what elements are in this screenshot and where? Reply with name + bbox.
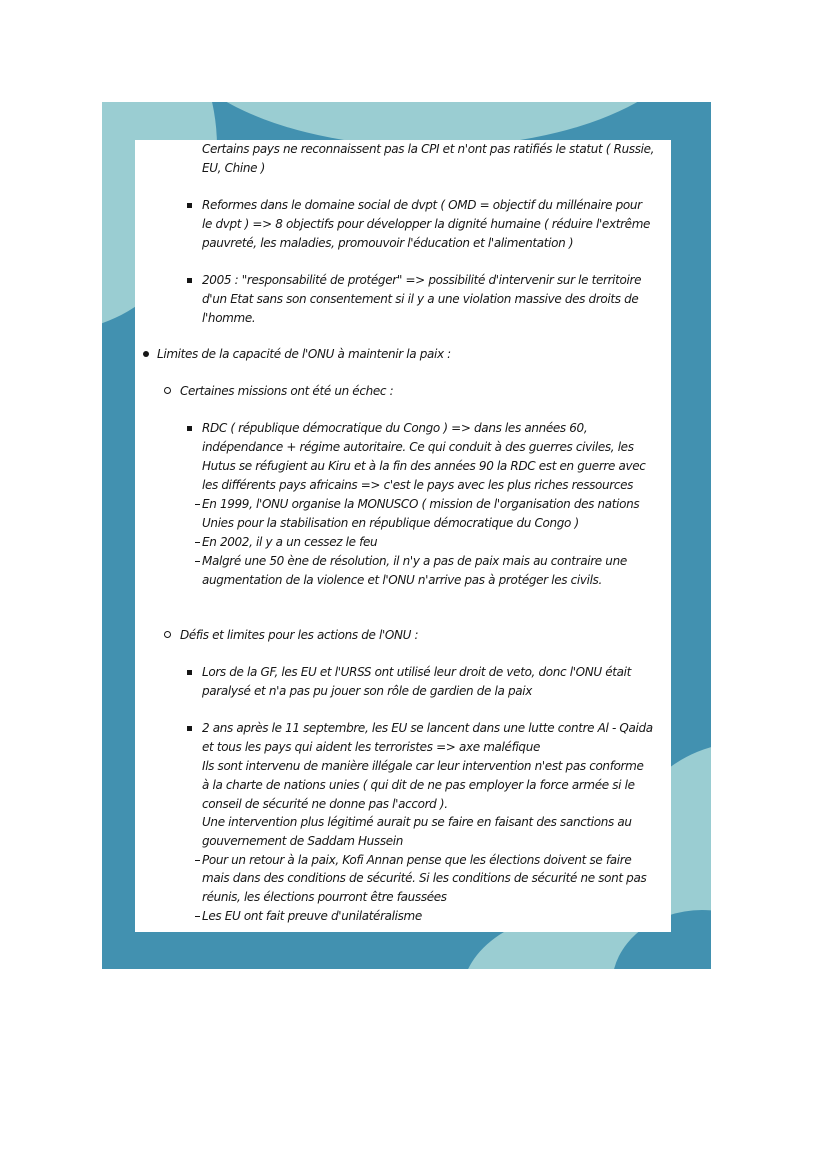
text-line: Certains pays ne reconnaissent pas la CPI et n'ont pas ratifiés le statut ( Russie, xyxy=(202,142,655,156)
square-bullet-icon xyxy=(187,670,192,675)
text-line: et tous les pays qui aident les terroristes => axe maléfique xyxy=(202,740,540,754)
dash-bullet-icon xyxy=(195,504,200,505)
text-line: les différents pays africains => c'est le pays avec les plus riches ressources xyxy=(202,478,634,492)
text-line: Lors de la GF, les EU et l'URSS ont utilisé leur droit de veto, donc l'ONU était xyxy=(202,665,631,679)
circle-bullet-icon xyxy=(164,387,171,394)
text-line: gouvernement de Saddam Hussein xyxy=(202,834,404,848)
text-line: réunis, les élections pourront être faussées xyxy=(202,890,447,904)
text-line: Reformes dans le domaine social de dvpt ( OMD = objectif du millénaire pour xyxy=(202,198,642,212)
disc-bullet-icon xyxy=(143,351,149,357)
text-line: RDC ( république démocratique du Congo ) => dans les années 60, xyxy=(202,421,588,435)
text-line: EU, Chine ) xyxy=(202,161,265,175)
text-line: à la charte de nations unies ( qui dit de ne pas employer la force armée si le xyxy=(202,778,635,792)
text-line: Malgré une 50 ène de résolution, il n'y a pas de paix mais au contraire une xyxy=(202,554,627,568)
text-line: conseil de sécurité ne donne pas l'accord ). xyxy=(202,797,448,811)
text-line: l'homme. xyxy=(202,311,256,325)
text-line: paralysé et n'a pas pu jouer son rôle de gardien de la paix xyxy=(202,684,532,698)
text-line: indépendance + régime autoritaire. Ce qui conduit à des guerres civiles, les xyxy=(202,440,634,454)
text-line: Ils sont intervenu de manière illégale car leur intervention n'est pas conforme xyxy=(202,759,644,773)
text-line: d'un Etat sans son consentement si il y a une violation massive des droits de xyxy=(202,292,639,306)
text-line: pauvreté, les maladies, promouvoir l'éducation et l'alimentation ) xyxy=(202,236,574,250)
circle-bullet-icon xyxy=(164,631,171,638)
text-line: Une intervention plus légitimé aurait pu se faire en faisant des sanctions au xyxy=(202,815,632,829)
text-line: le dvpt ) => 8 objectifs pour développer la dignité humaine ( réduire l'extrême xyxy=(202,217,651,231)
dash-bullet-icon xyxy=(195,542,200,543)
dash-bullet-icon xyxy=(195,860,200,861)
square-bullet-icon xyxy=(187,278,192,283)
dash-bullet-icon xyxy=(195,561,200,562)
text-line: Les EU ont fait preuve d'unilatéralisme xyxy=(202,909,422,923)
square-bullet-icon xyxy=(187,203,192,208)
text-line: 2 ans après le 11 septembre, les EU se lancent dans une lutte contre Al - Qaida xyxy=(202,721,653,735)
text-line: augmentation de la violence et l'ONU n'arrive pas à protéger les civils. xyxy=(202,573,602,587)
text-line: Unies pour la stabilisation en république démocratique du Congo ) xyxy=(202,516,579,530)
subsection-heading: Certaines missions ont été un échec : xyxy=(180,384,394,398)
text-line: En 1999, l'ONU organise la MONUSCO ( mission de l'organisation des nations xyxy=(202,497,640,511)
text-line: En 2002, il y a un cessez le feu xyxy=(202,535,378,549)
text-line: Hutus se réfugient au Kiru et à la fin des années 90 la RDC est en guerre avec xyxy=(202,459,646,473)
square-bullet-icon xyxy=(187,426,192,431)
text-line: mais dans des conditions de sécurité. Si les conditions de sécurité ne sont pas xyxy=(202,871,647,885)
square-bullet-icon xyxy=(187,726,192,731)
text-line: 2005 : "responsabilité de protéger" => possibilité d'intervenir sur le territoire xyxy=(202,273,642,287)
subsection-heading: Défis et limites pour les actions de l'ONU : xyxy=(180,628,419,642)
dash-bullet-icon xyxy=(195,916,200,917)
text-line: Pour un retour à la paix, Kofi Annan pense que les élections doivent se faire xyxy=(202,853,632,867)
section-heading: Limites de la capacité de l'ONU à maintenir la paix : xyxy=(157,347,451,361)
